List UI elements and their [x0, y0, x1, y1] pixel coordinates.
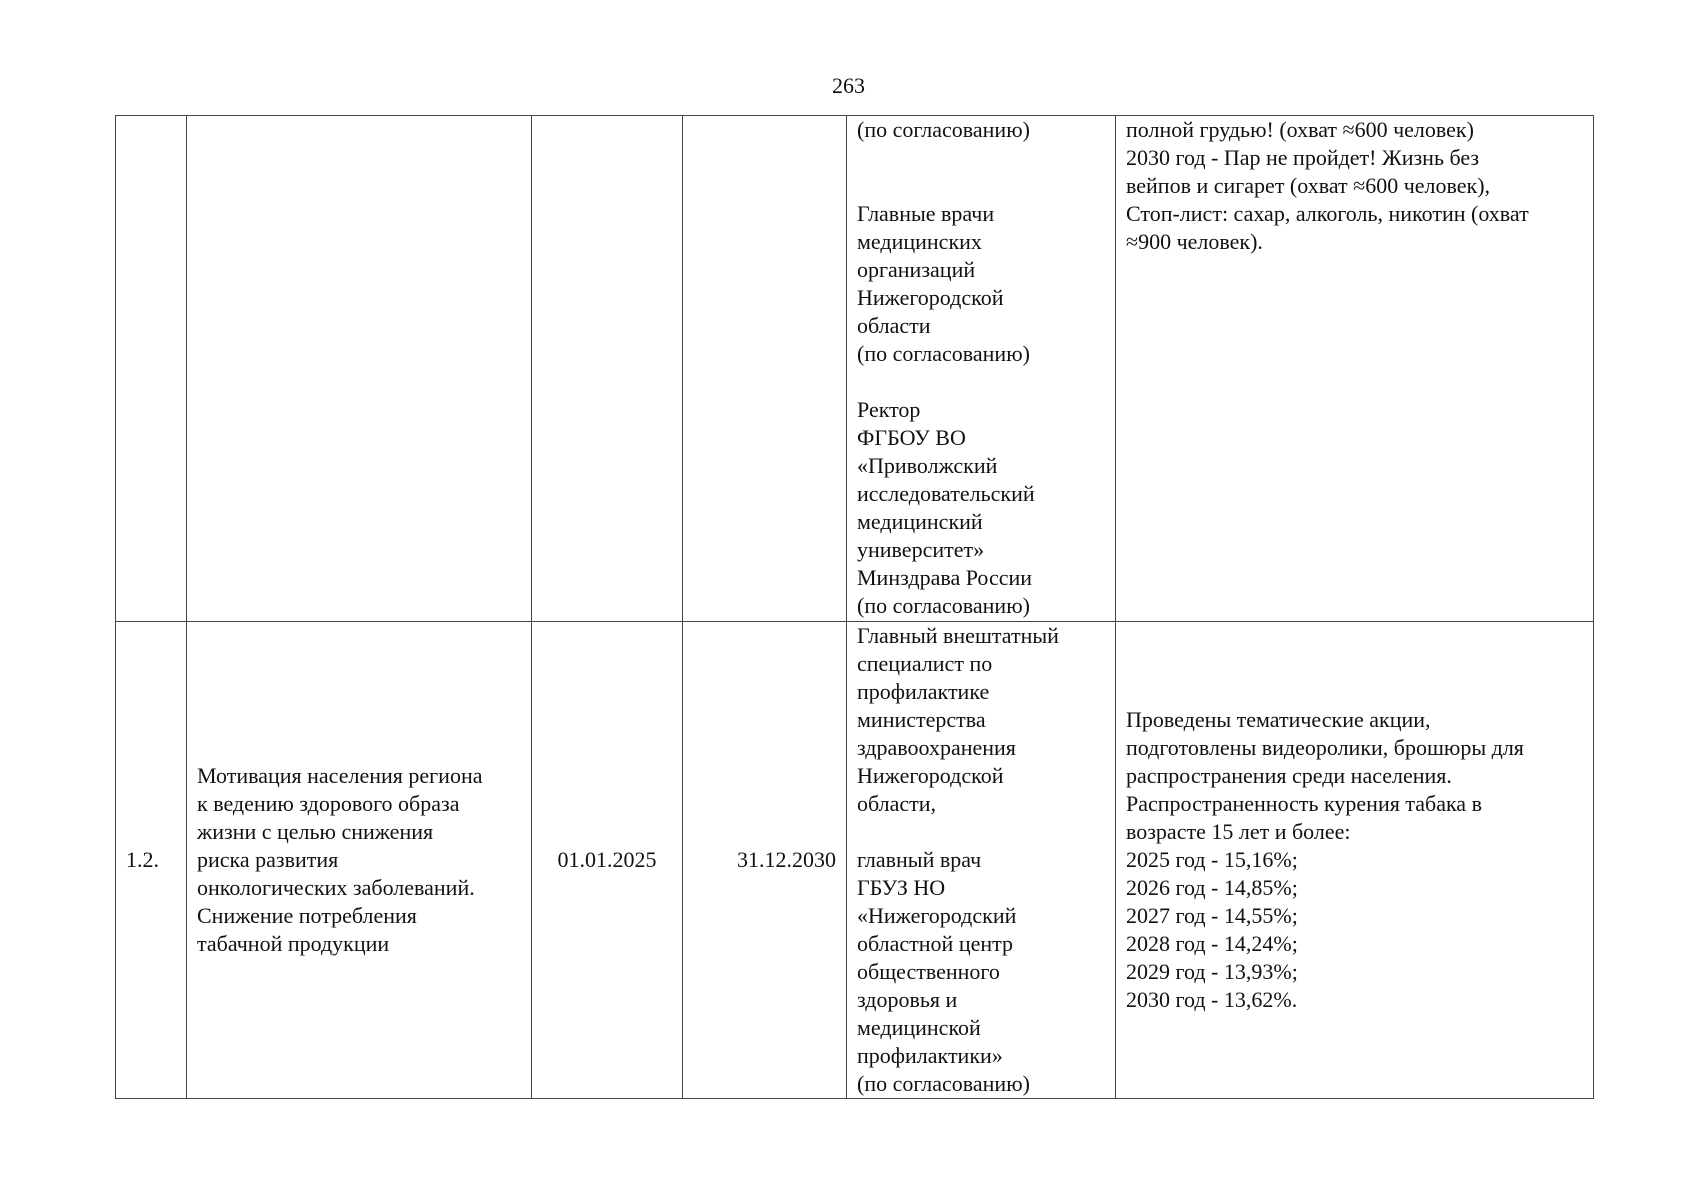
- executor-line: Нижегородской: [857, 285, 1004, 310]
- executor-line: профилактики»: [857, 1043, 1003, 1068]
- executor-line: специалист по: [857, 651, 993, 676]
- result-line: вейпов и сигарет (охват ≈600 человек),: [1126, 173, 1491, 198]
- start-date-cell: [532, 116, 683, 622]
- event-line: Снижение потребления: [197, 903, 417, 928]
- executor-line: областной центр: [857, 931, 1014, 956]
- result-line: 2028 год - 14,24%;: [1126, 931, 1298, 956]
- executor-line: организаций: [857, 257, 976, 282]
- executor-line: (по согласованию): [857, 593, 1030, 618]
- executor-line: Главный внештатный: [857, 623, 1059, 648]
- start-date-cell: [532, 622, 683, 1099]
- executor-line: Нижегородской: [857, 763, 1004, 788]
- result-line: 2025 год - 15,16%;: [1126, 847, 1298, 872]
- spacer: [857, 368, 1105, 396]
- event-line: табачной продукции: [197, 931, 390, 956]
- end-date-cell: [683, 622, 847, 1099]
- executor-line: профилактике: [857, 679, 990, 704]
- executor-line: здравоохранения: [857, 735, 1016, 760]
- result-line: Стоп-лист: сахар, алкоголь, никотин (охват: [1126, 201, 1529, 226]
- start-date: 01.01.2025: [557, 847, 657, 872]
- executors-cell: [847, 116, 1116, 622]
- executor-line: главный врач: [857, 847, 982, 872]
- executor-line: медицинских: [857, 229, 982, 254]
- executor-line: (по согласованию): [857, 117, 1030, 142]
- executor-line: медицинской: [857, 1015, 981, 1040]
- executor-line: исследовательский: [857, 481, 1035, 506]
- executors-cell: [847, 622, 1116, 1099]
- result-cell: [1116, 622, 1594, 1099]
- result-line: 2030 год - Пар не пройдет! Жизнь без: [1126, 145, 1480, 170]
- table-row: [116, 622, 1594, 1099]
- event-line: риска развития: [197, 847, 339, 872]
- event-line: Мотивация населения региона: [197, 763, 483, 788]
- event-line: к ведению здорового образа: [197, 791, 460, 816]
- result-line: Распространенность курения табака в: [1126, 791, 1482, 816]
- executor-line: «Приволжский: [857, 453, 998, 478]
- executor-line: Главные врачи: [857, 201, 995, 226]
- spacer: [857, 818, 1105, 846]
- event-line: жизни с целью снижения: [197, 819, 434, 844]
- event-line: онкологических заболеваний.: [197, 875, 475, 900]
- executor-line: Ректор: [857, 397, 921, 422]
- event-cell: [187, 622, 532, 1099]
- result-line: подготовлены видеоролики, брошюры для: [1126, 735, 1524, 760]
- executor-line: общественного: [857, 959, 1000, 984]
- executor-line: министерства: [857, 707, 986, 732]
- executor-line: (по согласованию): [857, 341, 1030, 366]
- result-line: полной грудью! (охват ≈600 человек): [1126, 117, 1474, 142]
- executor-line: ГБУЗ НО: [857, 875, 946, 900]
- end-date-cell: [683, 116, 847, 622]
- result-line: 2026 год - 14,85%;: [1126, 875, 1298, 900]
- row-number-cell: [116, 116, 187, 622]
- measures-table: [115, 115, 1594, 1099]
- executor-line: (по согласованию): [857, 1071, 1030, 1096]
- row-number-cell: [116, 622, 187, 1099]
- spacer: [857, 172, 1105, 200]
- executor-line: университет»: [857, 537, 985, 562]
- table-row: [116, 116, 1594, 622]
- result-cell: [1116, 116, 1594, 622]
- page-number: 263: [832, 73, 865, 98]
- result-line: Проведены тематические акции,: [1126, 707, 1431, 732]
- row-number: 1.2.: [126, 847, 159, 872]
- executor-line: «Нижегородский: [857, 903, 1017, 928]
- executor-line: медицинский: [857, 509, 983, 534]
- executor-line: области: [857, 313, 931, 338]
- spacer: [857, 144, 1105, 172]
- result-line: 2030 год - 13,62%.: [1126, 987, 1298, 1012]
- result-line: возрасте 15 лет и более:: [1126, 819, 1351, 844]
- executor-line: здоровья и: [857, 987, 958, 1012]
- result-line: распространения среди населения.: [1126, 763, 1452, 788]
- event-cell: [187, 116, 532, 622]
- executor-line: Минздрава России: [857, 565, 1033, 590]
- executor-line: ФГБОУ ВО: [857, 425, 966, 450]
- result-line: ≈900 человек).: [1126, 229, 1263, 254]
- end-date: 31.12.2030: [737, 847, 836, 872]
- result-line: 2029 год - 13,93%;: [1126, 959, 1298, 984]
- result-line: 2027 год - 14,55%;: [1126, 903, 1298, 928]
- executor-line: области,: [857, 791, 937, 816]
